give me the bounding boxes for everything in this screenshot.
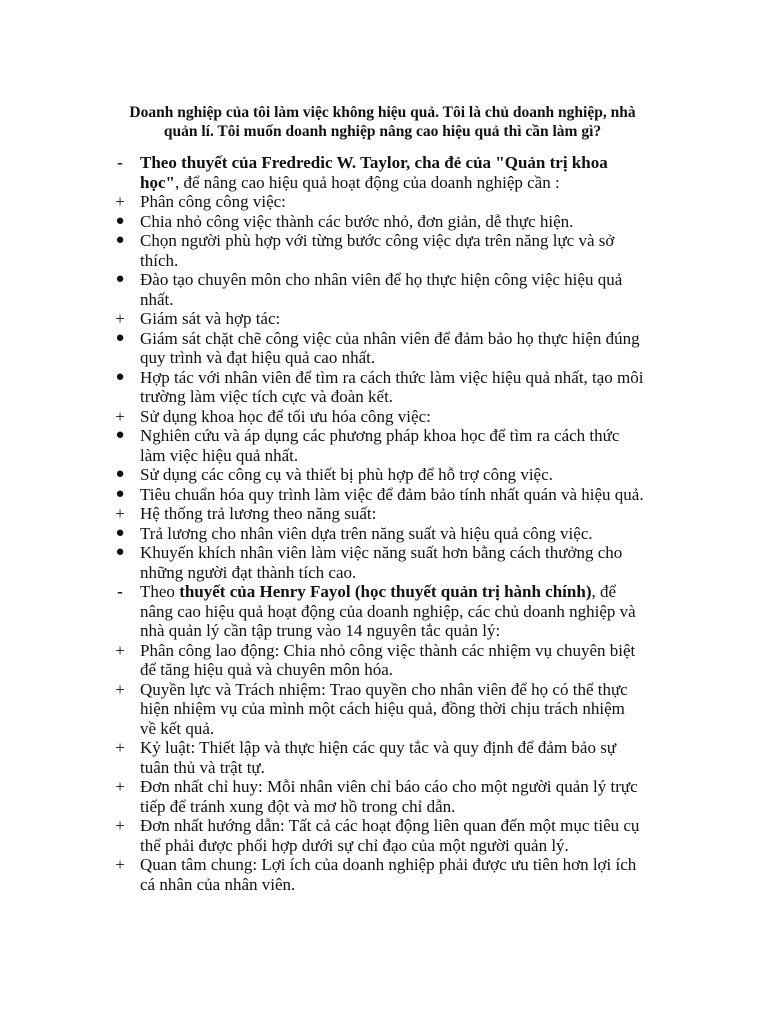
plus-marker: + bbox=[115, 192, 125, 211]
text: Đào tạo chuyên môn cho nhân viên để họ thực hiện công việc hiệu quả bbox=[140, 270, 623, 289]
list-item bbox=[110, 426, 680, 465]
list-item bbox=[110, 153, 680, 192]
text: Giám sát và hợp tác: bbox=[140, 309, 281, 328]
list-item-line bbox=[140, 465, 680, 485]
list-item-line bbox=[140, 251, 680, 271]
bold-text: thuyết của Henry Fayol (học thuyết quản trị hành chính) bbox=[179, 582, 592, 601]
plus-marker: + bbox=[115, 309, 125, 328]
bold-text: học" bbox=[140, 172, 175, 192]
list-item bbox=[110, 329, 680, 368]
plus-marker: + bbox=[115, 738, 125, 757]
list-item-line bbox=[140, 563, 680, 583]
text: Kỷ luật: Thiết lập và thực hiện các quy tắc và quy định để đảm bảo sự bbox=[140, 738, 617, 757]
list-item-line bbox=[140, 309, 680, 329]
list-item-line bbox=[140, 173, 680, 193]
list-item-line bbox=[140, 758, 680, 778]
plus-marker: + bbox=[115, 406, 125, 426]
list-item bbox=[110, 231, 680, 270]
text: Trả lương cho nhân viên dựa trên năng suất và hiệu quả công việc. bbox=[140, 523, 593, 543]
list-item-line bbox=[140, 212, 680, 232]
list-item-line bbox=[140, 153, 680, 173]
list-item bbox=[110, 738, 680, 777]
plus-marker: + bbox=[115, 679, 125, 699]
list-item-line bbox=[140, 426, 680, 446]
list-item bbox=[110, 855, 680, 894]
list-item-line bbox=[140, 270, 680, 290]
text: hiện nhiệm vụ của mình một cách hiệu quả, đồng thời chịu trách nhiệm bbox=[140, 699, 625, 718]
list-item-line bbox=[140, 329, 680, 349]
list-item-line bbox=[140, 777, 680, 797]
list-item-line bbox=[140, 446, 680, 466]
bullet-marker: ● bbox=[115, 232, 125, 248]
list-item-line bbox=[140, 855, 680, 875]
text: Phân công công việc: bbox=[140, 192, 286, 211]
text: những người đạt thành tích cao. bbox=[140, 562, 357, 582]
text: về kết quả. bbox=[140, 718, 215, 738]
text: Hợp tác với nhân viên để tìm ra cách thức làm việc hiệu quả nhất, tạo môi bbox=[140, 367, 644, 387]
list-item bbox=[110, 309, 680, 329]
list-item-line bbox=[140, 348, 680, 368]
plus-marker: + bbox=[115, 504, 125, 523]
text: Khuyến khích nhân viên làm việc năng suất hơn bằng cách thưởng cho bbox=[140, 543, 623, 562]
text: Tiêu chuẩn hóa quy trình làm việc để đảm bảo tính nhất quán và hiệu quả. bbox=[140, 484, 644, 504]
list-item-line bbox=[140, 407, 680, 427]
list-item-line bbox=[140, 485, 680, 505]
text: tiếp để tránh xung đột và mơ hồ trong chỉ dẫn. bbox=[140, 796, 456, 816]
list-item-line bbox=[140, 504, 680, 524]
list-item-line bbox=[140, 387, 680, 407]
list-item-line bbox=[140, 699, 680, 719]
plus-marker: + bbox=[115, 855, 125, 874]
list-item-line bbox=[140, 582, 680, 602]
list-item bbox=[110, 485, 680, 505]
list-item bbox=[110, 816, 680, 855]
text: Phân công lao động: Chia nhỏ công việc thành các nhiệm vụ chuyên biệt bbox=[140, 640, 636, 660]
list-item-line bbox=[140, 524, 680, 544]
list-item bbox=[110, 524, 680, 544]
list-item-line bbox=[140, 797, 680, 817]
dash-marker: - bbox=[117, 153, 123, 172]
list-item bbox=[110, 407, 680, 427]
list-item bbox=[110, 777, 680, 816]
bullet-marker: ● bbox=[115, 368, 125, 385]
text: Hệ thống trả lương theo năng suất: bbox=[140, 504, 377, 523]
list-item-line bbox=[140, 368, 680, 388]
list-item-line bbox=[140, 836, 680, 856]
bullet-marker: ● bbox=[115, 271, 125, 287]
text: Sử dụng khoa học để tối ưu hóa công việc: bbox=[140, 406, 431, 426]
text: Giám sát chặt chẽ công việc của nhân viên để đảm bảo họ thực hiện đúng bbox=[140, 328, 640, 348]
list-item bbox=[110, 368, 680, 407]
list-item-line bbox=[140, 875, 680, 895]
content-list bbox=[110, 153, 680, 894]
dash-marker: - bbox=[117, 582, 123, 601]
list-item bbox=[110, 543, 680, 582]
list-item-line bbox=[140, 816, 680, 836]
list-item-line bbox=[140, 621, 680, 641]
text: quy trình và đạt hiệu quả cao nhất. bbox=[140, 348, 376, 367]
text: thích. bbox=[140, 250, 179, 270]
text: Sử dụng các công cụ và thiết bị phù hợp để hỗ trợ công việc. bbox=[140, 465, 553, 484]
text: để tăng hiệu quả và chuyên môn hóa. bbox=[140, 660, 394, 679]
list-item bbox=[110, 582, 680, 641]
list-item bbox=[110, 212, 680, 232]
text: cá nhân của nhân viên. bbox=[140, 874, 296, 894]
bold-text: Theo thuyết của Fredredic W. Taylor, cha đẻ của "Quản trị khoa bbox=[140, 153, 608, 172]
list-item bbox=[110, 641, 680, 680]
bullet-marker: ● bbox=[115, 427, 125, 443]
bullet-marker: ● bbox=[115, 544, 125, 560]
list-item-line bbox=[140, 680, 680, 700]
plus-marker: + bbox=[115, 640, 125, 660]
text: Quan tâm chung: Lợi ích của doanh nghiệp phải được ưu tiên hơn lợi ích bbox=[140, 855, 637, 874]
list-item-line bbox=[140, 641, 680, 661]
text: Đơn nhất chỉ huy: Mỗi nhân viên chỉ báo cáo cho một người quản lý trực bbox=[140, 777, 638, 796]
bullet-marker: ● bbox=[115, 485, 125, 502]
bullet-marker: ● bbox=[115, 329, 125, 346]
list-item-line bbox=[140, 738, 680, 758]
text: Theo bbox=[140, 582, 180, 601]
text-tail: , để bbox=[591, 582, 617, 601]
document-title bbox=[100, 103, 665, 141]
list-item-line bbox=[140, 660, 680, 680]
text: nhà quản lý cần tập trung vào 14 nguyên tắc quản lý: bbox=[140, 621, 501, 640]
bullet-marker: ● bbox=[115, 466, 125, 482]
text: tuân thủ và trật tự. bbox=[140, 757, 265, 777]
list-item-line bbox=[140, 231, 680, 251]
plus-marker: + bbox=[115, 816, 125, 835]
text: trường làm việc tích cực và đoàn kết. bbox=[140, 387, 394, 406]
text: thể phải được phối hợp dưới sự chỉ đạo của một người quản lý. bbox=[140, 835, 569, 855]
list-item bbox=[110, 680, 680, 739]
list-item bbox=[110, 504, 680, 524]
list-item-line bbox=[140, 543, 680, 563]
text: nhất. bbox=[140, 289, 174, 309]
bullet-marker: ● bbox=[115, 212, 125, 229]
text: Nghiên cứu và áp dụng các phương pháp khoa học để tìm ra cách thức bbox=[140, 426, 620, 445]
text: Đơn nhất hướng dẫn: Tất cả các hoạt động liên quan đến một mục tiêu cụ bbox=[140, 816, 640, 835]
text: Chia nhỏ công việc thành các bước nhỏ, đơn giản, dễ thực hiện. bbox=[140, 211, 574, 231]
list-item bbox=[110, 270, 680, 309]
text: Quyền lực và Trách nhiệm: Trao quyền cho nhân viên để họ có thể thực bbox=[140, 679, 628, 699]
list-item-line bbox=[140, 602, 680, 622]
title-line-2: quản lí. Tôi muốn doanh nghiệp nâng cao hiệu quả thì cần làm gì? bbox=[163, 123, 602, 140]
text: nâng cao hiệu quả hoạt động của doanh nghiệp, các chủ doanh nghiệp và bbox=[140, 601, 636, 621]
title-line-1: Doanh nghiệp của tôi làm việc không hiệu quả. Tôi là chủ doanh nghiệp, nhà bbox=[129, 104, 636, 121]
list-item bbox=[110, 192, 680, 212]
list-item-line bbox=[140, 719, 680, 739]
text: làm việc hiệu quả nhất. bbox=[140, 445, 299, 465]
plus-marker: + bbox=[115, 777, 125, 796]
list-item-line bbox=[140, 290, 680, 310]
list-item-line bbox=[140, 192, 680, 212]
text: , để nâng cao hiệu quả hoạt động của doanh nghiệp cần : bbox=[174, 172, 560, 192]
bullet-marker: ● bbox=[115, 524, 125, 541]
text: Chọn người phù hợp với từng bước công việc dựa trên năng lực và sở bbox=[140, 231, 615, 250]
list-item bbox=[110, 465, 680, 485]
